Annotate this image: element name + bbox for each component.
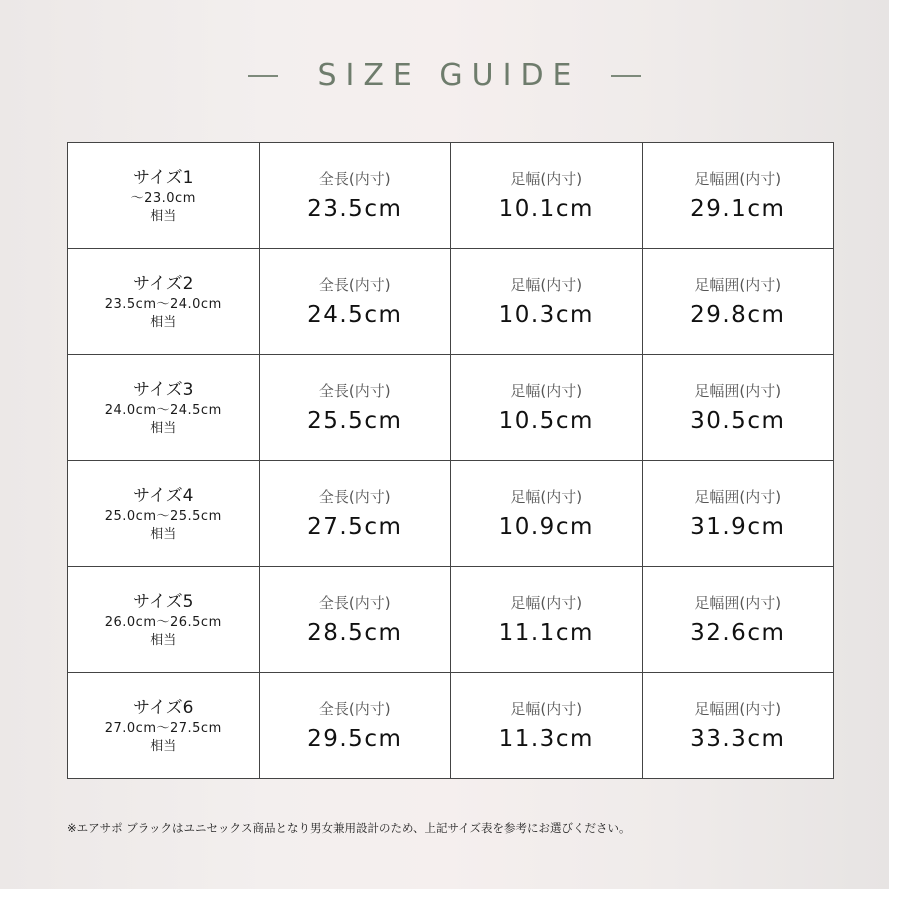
size-range: 23.5cm〜24.0cm <box>104 296 222 312</box>
measurement-cell <box>451 355 643 461</box>
size-cell <box>68 143 260 249</box>
measurement-label: 足幅囲(内寸) <box>694 699 782 718</box>
measurement-cell <box>451 461 643 567</box>
measurement-label: 足幅囲(内寸) <box>694 169 782 188</box>
measurement-cell <box>259 355 451 461</box>
table-row <box>68 355 834 461</box>
measurement-value: 29.8cm <box>690 301 786 328</box>
measurement-label: 足幅(内寸) <box>510 699 583 718</box>
measurement-value: 33.3cm <box>690 725 786 752</box>
size-name: サイズ4 <box>133 485 194 506</box>
measurement-label: 全長(内寸) <box>318 275 391 294</box>
measurement-label: 足幅(内寸) <box>510 593 583 612</box>
measurement-cell <box>642 143 834 249</box>
measurement-value: 10.1cm <box>498 195 594 222</box>
measurement-label: 足幅(内寸) <box>510 487 583 506</box>
size-name: サイズ5 <box>133 591 194 612</box>
size-range: 27.0cm〜27.5cm <box>104 720 222 736</box>
size-equivalent: 相当 <box>150 208 177 224</box>
measurement-cell <box>259 461 451 567</box>
measurement-value: 11.3cm <box>498 725 594 752</box>
measurement-cell <box>259 673 451 779</box>
measurement-cell <box>451 673 643 779</box>
size-cell <box>68 567 260 673</box>
measurement-value: 32.6cm <box>690 619 786 646</box>
table-row <box>68 673 834 779</box>
measurement-cell <box>259 249 451 355</box>
measurement-cell <box>451 249 643 355</box>
table-row <box>68 567 834 673</box>
size-name: サイズ1 <box>133 167 194 188</box>
measurement-cell <box>259 143 451 249</box>
measurement-value: 24.5cm <box>307 301 403 328</box>
measurement-label: 全長(内寸) <box>318 699 391 718</box>
table-row <box>68 249 834 355</box>
size-range: 〜23.0cm <box>130 190 196 206</box>
size-cell <box>68 355 260 461</box>
size-cell <box>68 461 260 567</box>
measurement-value: 30.5cm <box>690 407 786 434</box>
size-range: 26.0cm〜26.5cm <box>104 614 222 630</box>
measurement-label: 全長(内寸) <box>318 593 391 612</box>
measurement-cell <box>259 567 451 673</box>
measurement-value: 28.5cm <box>307 619 403 646</box>
size-name: サイズ2 <box>133 273 194 294</box>
size-equivalent: 相当 <box>150 738 177 754</box>
size-cell <box>68 249 260 355</box>
measurement-label: 足幅囲(内寸) <box>694 487 782 506</box>
measurement-cell <box>451 567 643 673</box>
measurement-label: 全長(内寸) <box>318 381 391 400</box>
measurement-cell <box>642 355 834 461</box>
size-table-body <box>68 143 834 779</box>
measurement-label: 足幅囲(内寸) <box>694 275 782 294</box>
size-cell <box>68 673 260 779</box>
measurement-cell <box>642 567 834 673</box>
page-title: SIZE GUIDE <box>317 58 581 93</box>
measurement-label: 全長(内寸) <box>318 487 391 506</box>
measurement-cell <box>642 461 834 567</box>
measurement-label: 足幅(内寸) <box>510 381 583 400</box>
measurement-label: 足幅囲(内寸) <box>694 593 782 612</box>
size-equivalent: 相当 <box>150 632 177 648</box>
size-table <box>67 142 834 779</box>
measurement-value: 27.5cm <box>307 513 403 540</box>
measurement-value: 29.1cm <box>690 195 786 222</box>
table-row <box>68 461 834 567</box>
measurement-cell <box>642 249 834 355</box>
measurement-value: 23.5cm <box>307 195 403 222</box>
measurement-cell <box>642 673 834 779</box>
measurement-value: 11.1cm <box>498 619 594 646</box>
size-name: サイズ6 <box>133 697 194 718</box>
measurement-value: 29.5cm <box>307 725 403 752</box>
measurement-value: 10.9cm <box>498 513 594 540</box>
title-left-dash <box>248 75 278 77</box>
footnote: ※エアサポ ブラックはユニセックス商品となり男女兼用設計のため、上記サイズ表を参考にお選びください。 <box>67 821 631 835</box>
measurement-value: 25.5cm <box>307 407 403 434</box>
table-row <box>68 143 834 249</box>
size-equivalent: 相当 <box>150 526 177 542</box>
measurement-value: 10.3cm <box>498 301 594 328</box>
size-range: 25.0cm〜25.5cm <box>104 508 222 524</box>
size-equivalent: 相当 <box>150 420 177 436</box>
title-right-dash <box>611 75 641 77</box>
size-equivalent: 相当 <box>150 314 177 330</box>
measurement-label: 全長(内寸) <box>318 169 391 188</box>
measurement-value: 31.9cm <box>690 513 786 540</box>
header <box>0 58 889 93</box>
size-name: サイズ3 <box>133 379 194 400</box>
measurement-label: 足幅(内寸) <box>510 169 583 188</box>
size-range: 24.0cm〜24.5cm <box>104 402 222 418</box>
measurement-value: 10.5cm <box>498 407 594 434</box>
measurement-cell <box>451 143 643 249</box>
measurement-label: 足幅囲(内寸) <box>694 381 782 400</box>
measurement-label: 足幅(内寸) <box>510 275 583 294</box>
